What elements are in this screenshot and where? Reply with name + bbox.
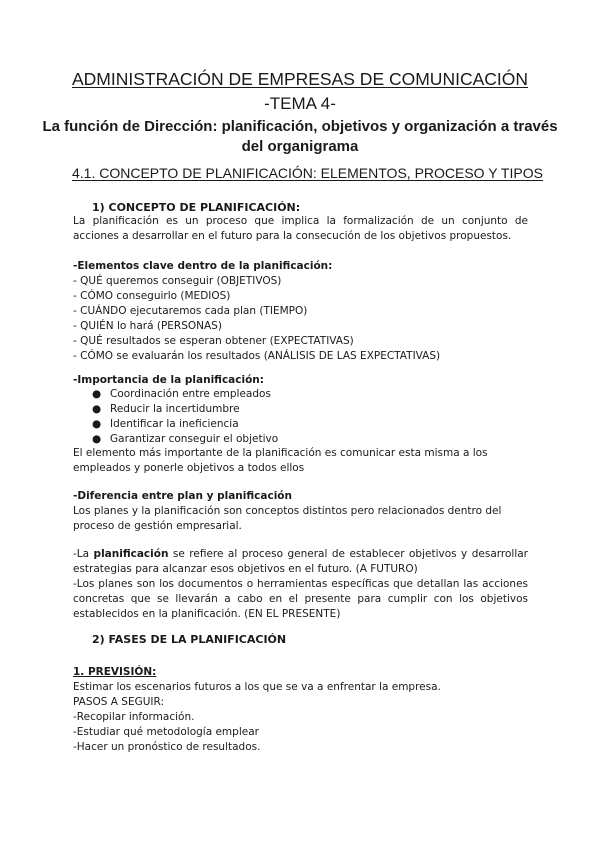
section-heading-4-1: 4.1. CONCEPTO DE PLANIFICACIÓN: ELEMENTOS, PROCESO Y TIPOS <box>72 165 543 181</box>
list-item: - CUÁNDO ejecutaremos cada plan (TIEMPO) <box>73 305 308 317</box>
p1-rest: se refiere al proceso general de establecer objetivos y desarrollar estrategias para alcanzar esos objetivos en el futuro. (A FUTURO) <box>73 548 528 575</box>
bullet-text: Garantizar conseguir el objetivo <box>110 433 279 445</box>
prevision-lines <box>73 680 528 755</box>
list-item: - QUIÉN lo hará (PERSONAS) <box>73 320 222 332</box>
elementos-list <box>73 274 528 364</box>
bullet-text: Reducir la incertidumbre <box>110 403 240 415</box>
bullet-text: Coordinación entre empleados <box>110 388 271 400</box>
importancia-heading: -Importancia de la planificación: <box>73 374 264 386</box>
concepto-text: La planificación es un proceso que implica la formalización de un conjunto de acciones a desarrollar en el futuro para la consecución de los objetivos propuestos. <box>73 215 528 242</box>
bullet-icon: ● <box>92 418 102 430</box>
list-item: - QUÉ queremos conseguir (OBJETIVOS) <box>73 275 282 287</box>
bullet-icon: ● <box>92 403 102 415</box>
concepto-heading: 1) CONCEPTO DE PLANIFICACIÓN: <box>92 201 301 214</box>
list-item <box>92 432 278 447</box>
list-item <box>92 417 278 432</box>
importancia-bullets <box>92 387 278 447</box>
p1-bold-term: planificación <box>93 548 169 560</box>
bullet-icon: ● <box>92 388 102 400</box>
list-item: PASOS A SEGUIR: <box>73 696 165 708</box>
planes-paragraph: -Los planes son los documentos o herramientas específicas que detallan las acciones concretas que se llevarán a cabo en el presente para cumplir con los objetivos establecidos en la planificación. (EN EL PRESENTE) <box>73 578 528 620</box>
planificacion-paragraph <box>73 547 528 577</box>
diferencia-text: Los planes y la planificación son conceptos distintos pero relacionados dentro del proceso de gestión empresarial. <box>73 505 502 532</box>
bullet-icon: ● <box>92 433 102 445</box>
fases-heading: 2) FASES DE LA PLANIFICACIÓN <box>92 633 287 646</box>
list-item: -Estudiar qué metodología emplear <box>73 726 259 738</box>
document-title: ADMINISTRACIÓN DE EMPRESAS DE COMUNICACIÓN <box>71 69 529 89</box>
bullet-text: Identificar la ineficiencia <box>110 418 239 430</box>
list-item: - CÓMO se evaluarán los resultados (ANÁLISIS DE LAS EXPECTATIVAS) <box>73 350 441 362</box>
tema-label: -TEMA 4- <box>264 94 336 113</box>
list-item <box>92 402 278 417</box>
list-item <box>92 387 278 402</box>
document-subtitle: La función de Dirección: planificación, objetivos y organización a través del organigrama <box>42 118 558 155</box>
list-item: -Hacer un pronóstico de resultados. <box>73 741 261 753</box>
list-item: - CÓMO conseguirlo (MEDIOS) <box>73 290 231 302</box>
elementos-heading: -Elementos clave dentro de la planificación: <box>73 260 333 272</box>
diferencia-heading: -Diferencia entre plan y planificación <box>73 490 292 502</box>
importancia-text: El elemento más importante de la planificación es comunicar esta misma a los empleados y ponerle objetivos a todos ellos <box>73 447 488 474</box>
list-item: Estimar los escenarios futuros a los que se va a enfrentar la empresa. <box>73 681 441 693</box>
prevision-heading: 1. PREVISIÓN: <box>73 666 157 678</box>
list-item: -Recopilar información. <box>73 711 195 723</box>
list-item: - QUÉ resultados se esperan obtener (EXPECTATIVAS) <box>73 335 354 347</box>
p1-prefix: -La <box>73 548 94 560</box>
